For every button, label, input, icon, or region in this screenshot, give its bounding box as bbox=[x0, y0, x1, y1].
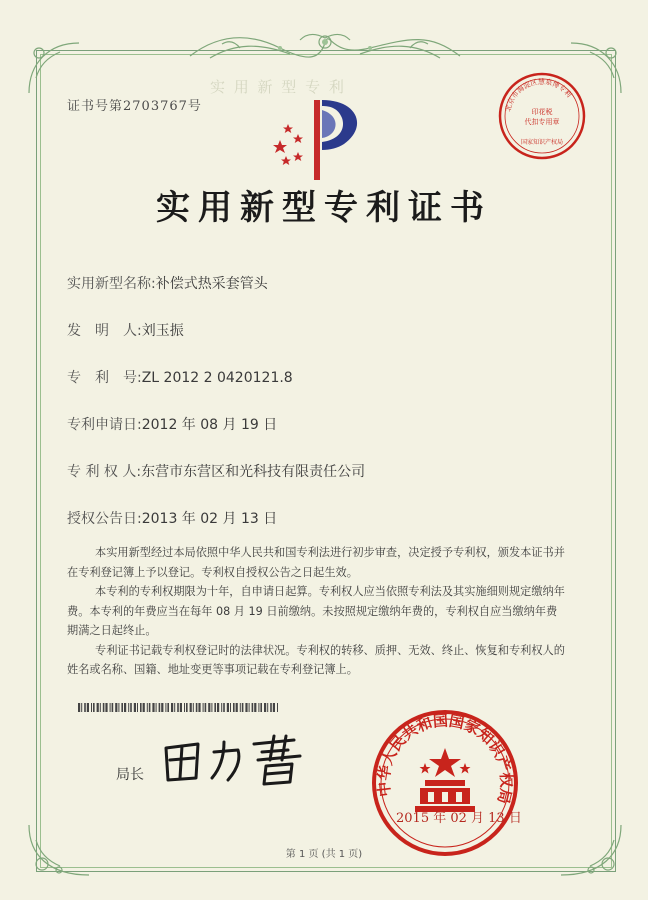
barcode-bar bbox=[180, 703, 182, 712]
barcode-bar bbox=[97, 703, 99, 712]
tax-seal-arc-text: 北京市海淀区慧泉博专利 bbox=[504, 77, 573, 113]
field-label: 专利申请日: bbox=[67, 417, 142, 433]
cnipa-official-seal bbox=[370, 708, 520, 858]
body-paragraph: 专利证书记载专利权登记时的法律状况。专利权的转移、质押、无效、终止、恢复和专利权人的姓名或名称、国籍、地址变更等事项记载在专利登记簿上。 bbox=[67, 643, 565, 676]
barcode-bar bbox=[211, 703, 212, 712]
corner-ornament-top-left-icon bbox=[24, 38, 84, 98]
barcode-bar bbox=[167, 703, 169, 712]
barcode-bar bbox=[198, 703, 200, 712]
barcode-bar bbox=[110, 703, 111, 712]
barcode-bar bbox=[258, 703, 259, 712]
barcode-bar bbox=[115, 703, 117, 712]
field-label: 发 明 人: bbox=[67, 323, 142, 339]
barcode-bar bbox=[214, 703, 216, 712]
barcode-bar bbox=[240, 703, 241, 712]
barcode-bar bbox=[87, 703, 89, 712]
barcode-bar bbox=[196, 703, 198, 712]
field-label: 实用新型名称: bbox=[67, 276, 156, 292]
barcode-bar bbox=[217, 703, 219, 712]
barcode-bar bbox=[205, 703, 207, 712]
seal-arc-text: 中华人民共和国国家知识产权局 bbox=[374, 711, 516, 806]
barcode-bar bbox=[112, 703, 114, 712]
barcode-bar bbox=[149, 703, 151, 712]
barcode-bar bbox=[91, 703, 92, 712]
barcode-bar bbox=[252, 703, 254, 712]
barcode-bar bbox=[143, 703, 145, 712]
barcode-bar bbox=[273, 703, 275, 712]
barcode-bar bbox=[186, 703, 188, 712]
svg-text:国家知识产权局: 国家知识产权局 bbox=[520, 139, 564, 146]
barcode-bar bbox=[277, 703, 278, 712]
certificate-number: 证书号第2703767号 bbox=[67, 99, 202, 114]
field-inventor bbox=[67, 320, 184, 340]
barcode-bar bbox=[103, 703, 105, 712]
svg-text:代扣专用章: 代扣专用章 bbox=[524, 118, 560, 126]
cnipa-logo-icon bbox=[258, 92, 376, 184]
field-value: 东营市东营区和光科技有限责任公司 bbox=[141, 464, 366, 480]
field-grant-date bbox=[67, 508, 277, 528]
certificate-body bbox=[67, 543, 567, 680]
barcode-bar bbox=[270, 703, 272, 712]
field-application-date bbox=[67, 414, 277, 434]
field-value: 2012 年 08 月 19 日 bbox=[141, 417, 278, 433]
barcode-bar bbox=[174, 703, 175, 712]
body-paragraph: 本实用新型经过本局依照中华人民共和国专利法进行初步审查，决定授予专利权，颁发本证书并在专利登记簿上予以登记。专利权自授权公告之日起生效。 bbox=[67, 546, 565, 579]
barcode-bar bbox=[177, 703, 179, 712]
seal-date: 2015 年 02 月 13 日 bbox=[396, 811, 522, 826]
field-utility-model-name bbox=[67, 273, 268, 293]
barcode-bar bbox=[221, 703, 222, 712]
director-signature-icon bbox=[158, 730, 308, 790]
barcode-icon bbox=[78, 703, 278, 712]
certificate-title: 实用新型专利证书 bbox=[156, 188, 492, 228]
svg-text:印花税: 印花税 bbox=[531, 108, 553, 116]
barcode-bar bbox=[254, 703, 256, 712]
barcode-bar bbox=[84, 703, 86, 712]
barcode-bar bbox=[171, 703, 173, 712]
director-label: 局长 bbox=[116, 767, 144, 783]
barcode-bar bbox=[233, 703, 235, 712]
barcode-bar bbox=[267, 703, 268, 712]
body-paragraph: 本专利的专利权期限为十年，自申请日起算。专利权人应当依照专利法及其实施细则规定缴纳年费。本专利的年费应当在每年 08 月 19 日前缴纳。未按照规定缴纳年费的，专利权自应当缴纳年费期满之日起终止。 bbox=[67, 585, 565, 637]
barcode-bar bbox=[249, 703, 250, 712]
page-number: 第 1 页 (共 1 页) bbox=[285, 849, 363, 860]
barcode-bar bbox=[264, 703, 266, 712]
barcode-bar bbox=[165, 703, 166, 712]
barcode-bar bbox=[100, 703, 101, 712]
barcode-bar bbox=[140, 703, 142, 712]
barcode-bar bbox=[230, 703, 231, 712]
barcode-bar bbox=[137, 703, 138, 712]
field-patentee bbox=[67, 461, 365, 481]
barcode-bar bbox=[242, 703, 244, 712]
barcode-bar bbox=[134, 703, 136, 712]
barcode-bar bbox=[93, 703, 95, 712]
barcode-bar bbox=[124, 703, 126, 712]
barcode-bar bbox=[152, 703, 154, 712]
barcode-bar bbox=[260, 703, 262, 712]
barcode-bar bbox=[245, 703, 247, 712]
field-patent-number bbox=[67, 367, 293, 387]
barcode-bar bbox=[156, 703, 157, 712]
field-value: 补偿式热采套管头 bbox=[155, 276, 268, 292]
barcode-bar bbox=[105, 703, 107, 712]
field-value: 刘玉振 bbox=[141, 323, 184, 339]
barcode-bar bbox=[118, 703, 119, 712]
field-value: ZL 2012 2 0420121.8 bbox=[141, 370, 293, 386]
field-label: 专 利 权 人: bbox=[67, 464, 142, 480]
barcode-bar bbox=[236, 703, 238, 712]
barcode-bar bbox=[223, 703, 225, 712]
tax-seal-stamp bbox=[496, 70, 588, 162]
barcode-bar bbox=[130, 703, 132, 712]
watermark-text: 实 用 新 型 专 利 bbox=[210, 78, 346, 96]
barcode-bar bbox=[159, 703, 161, 712]
barcode-bar bbox=[121, 703, 123, 712]
top-ornament-icon bbox=[180, 28, 470, 68]
barcode-bar bbox=[184, 703, 185, 712]
barcode-bar bbox=[203, 703, 204, 712]
barcode-bar bbox=[161, 703, 163, 712]
barcode-bar bbox=[193, 703, 194, 712]
barcode-bar bbox=[128, 703, 129, 712]
barcode-bar bbox=[208, 703, 210, 712]
field-label: 授权公告日: bbox=[67, 511, 142, 527]
barcode-bar bbox=[227, 703, 229, 712]
barcode-bar bbox=[81, 703, 82, 712]
barcode-bar bbox=[147, 703, 148, 712]
barcode-bar bbox=[78, 703, 80, 712]
barcode-bar bbox=[190, 703, 192, 712]
field-value: 2013 年 02 月 13 日 bbox=[141, 511, 278, 527]
field-label: 专 利 号: bbox=[67, 370, 142, 386]
